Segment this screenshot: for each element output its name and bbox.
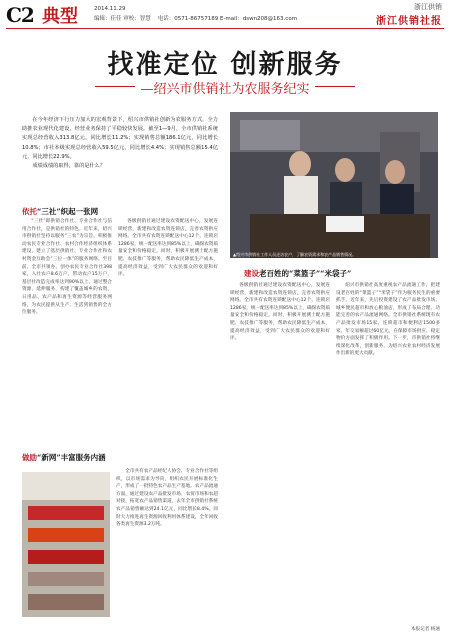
product-photo [22, 472, 110, 617]
issue-date: 2014.11.29 [94, 6, 126, 12]
paper-logo: 浙江供销社报 [376, 16, 442, 27]
section-name: 典型 [42, 6, 78, 27]
subhead-rule-right [315, 86, 355, 87]
section-heading-3 [244, 268, 351, 279]
section-heading-1 [22, 206, 98, 217]
contact-line: 电话：0571-86757189 E-mail：dswn208@163.com [157, 16, 298, 22]
article-subhead: —绍兴市供销社为农服务纪实 [140, 82, 310, 97]
lead-paragraph: 在今年经济下行压力加大的宏观背景下，绍兴市供销社创新为农服务方式，全力助推农业现代化建设，经营业务保持了平稳较快发展。截至1—9月，全市供销社系统实现总经营收入313.8亿元，同比增长11.2%；实现销售总额186.1亿元，同比增长10.8%；市社本级实现总经营收入59.5亿元，同比增长4.4%；实现销售总额15.4亿元，同比增长22.9%。 [22, 117, 218, 160]
staff-line: 编辑：佳佳 审校：智慧 [94, 16, 151, 22]
photo-caption: ▲绍兴市供销社工作人员走访农户，了解农资需求和农产品销售情况。 [233, 252, 357, 257]
text-column-3 [116, 468, 218, 620]
store-shelf-illustration [22, 472, 110, 617]
issue-info [94, 5, 126, 13]
body-paragraph: 各级供销社通过建设农资配送中心，发展连锁经营，新建和改造农资连锁店，完善农资供应网络。全市共有农资连锁配送中心12个、连锁店1286家，统一配送率达到85%以上，确保农资质量安全和价格稳定。同时，积极开展测土配方施肥、农技推广等服务，帮助农民降低生产成本，提高经济效益，受到广大农民群众的欢迎和好评。 [118, 219, 218, 278]
body-paragraph: 绍兴市供销社高度重视农产品流通工作，把建设老百姓的“菜篮子”“米袋子”作为服务民生的重要抓手。近年来，先后投资建设了农产品批发市场、城乡便民超市和放心粮油店，形成了布局合理、功能完善的农产品流通网络。全市供销社系统现有农产品批发市场15家、连锁超市和便利店1500多家，年交易额超过60亿元，在保障市场供应、稳定物价方面发挥了积极作用。下一步，市供销社将继续深化改革，创新服务，为绍兴农业农村经济发展作出新的更大贡献。 [336, 283, 440, 357]
staff-info [94, 14, 297, 22]
text-column-1 [22, 218, 112, 462]
masthead [0, 0, 450, 30]
text-column-2 [118, 218, 218, 462]
article-lead [22, 116, 218, 171]
text-column-5 [336, 282, 440, 620]
office-scene-illustration [230, 112, 438, 258]
header-divider [6, 28, 444, 29]
section-marker: 建设 [244, 269, 259, 278]
article-headline: 找准定位 创新服务 [107, 50, 343, 80]
section-title: 老百姓的“菜篮子”“米袋子” [259, 269, 352, 278]
lead-paragraph: 成绩成绩的取得，靠的是什么？ [32, 163, 106, 170]
text-column-4 [230, 282, 330, 620]
article-photo [230, 112, 438, 258]
section-marker: 做励 [22, 453, 37, 462]
body-paragraph: “三社”即供销合作社、专业合作社与信用合作社，是供销社的特色。近年来，绍兴市供销社坚持以服务“三农”为宗旨，积极推动农民专业合作社、农村合作经济组织体系建设，建立了基层供销社、专业合作社和农村资金互助会“三位一体”的服务网络。至目前，全市共领办、创办农民专业合作社398家，入社农户8.6万户，带动农户15万户，基层社改造完成率达到90%以上。通过整合资源，延伸服务，构建了覆盖城乡的农资、日用品、农产品和再生资源等经营服务网络，为农民提供从生产、生活到销售的全方位服务。 [22, 219, 112, 316]
section-title: “新网”丰富服务内涵 [37, 453, 106, 462]
section-heading-2 [22, 452, 106, 463]
section-marker: 依托 [22, 207, 37, 216]
region-label: 浙江供销 [414, 3, 442, 11]
section-number: C2 [6, 3, 34, 27]
byline: 本报记者 杨通 [410, 627, 440, 632]
section-title: “三社”织起一张网 [37, 207, 99, 216]
body-paragraph: 全市共有农产品经纪人协会、专业合作社等组织，以市场需求为导向，组织农民开展标准化生产，形成了一批特色农产品生产基地。农产品流通方面，通过建设农产品批发市场、农贸市场和农超对接，拓宽农产品销售渠道，去年全市供销社系统农产品销售额达到24.1亿元，同比增长8.4%。同时大力推进再生资源回收利用体系建设，全年回收各类再生资源3.2万吨。 [116, 469, 218, 528]
body-paragraph: 各级供销社通过建设农资配送中心，发展连锁经营，新建和改造农资连锁店，完善农资供应网络。全市共有农资连锁配送中心12个、连锁店1286家，统一配送率达到85%以上，确保农资质量安全和价格稳定。同时，积极开展测土配方施肥、农技推广等服务，帮助农民降低生产成本，提高经济效益，受到广大农民群众的欢迎和好评。 [230, 283, 330, 342]
